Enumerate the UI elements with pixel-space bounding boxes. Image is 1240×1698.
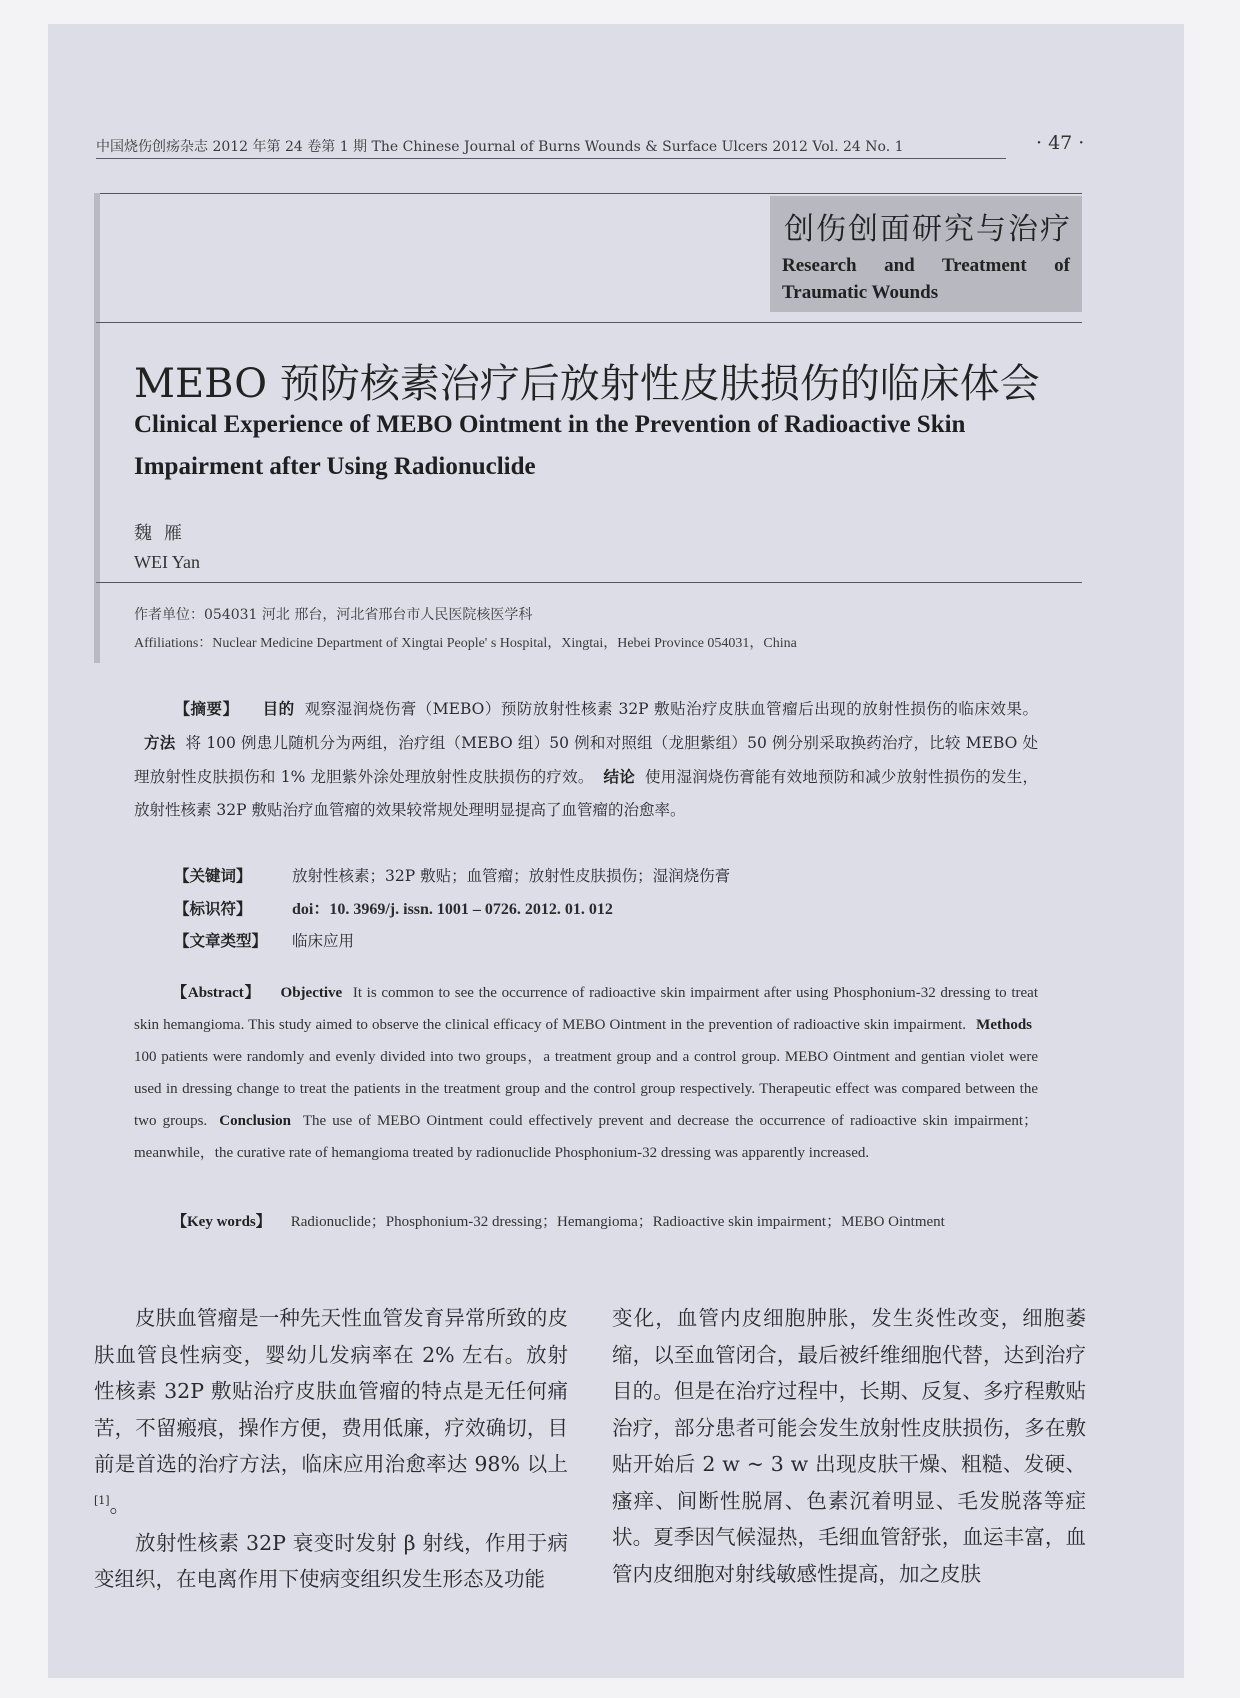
body-text: 。 xyxy=(109,1492,131,1517)
body-text: 皮肤血管瘤是一种先天性血管发育异常所致的皮肤血管良性病变，婴幼儿发病率在 2% 左右。放射性核素 32P 敷贴治疗皮肤血管瘤的特点是无任何痛苦，不留瘢痕，操作方便，费用低廉，疗效确切，目前是首选的治疗方法，临床应用治愈率达 98% 以上 xyxy=(94,1306,568,1476)
abstract-en-label: 【Abstract】 xyxy=(172,985,261,1001)
abstract-en-methods: 100 patients were randomly and evenly divided into two groups，a treatment group and a control group. MEBO Ointment and gentian violet were used in dressing change to treat the patients in the treatment group and the control group respectively. Therapeutic effect was compared between the two groups. xyxy=(134,1049,1038,1129)
body-column-right xyxy=(612,1300,1086,1592)
abstract-zh-objective: 观察湿润烧伤膏（MEBO）预防放射性核素 32P 敷贴治疗皮肤血管瘤后出现的放射性损伤的临床效果。 xyxy=(304,700,1038,718)
column-title-zh: 创伤创面研究与治疗 xyxy=(784,212,1072,247)
keywords-en xyxy=(134,1206,1038,1238)
doi-value: doi：10. 3969/j. issn. 1001 – 0726. 2012. 01. 012 xyxy=(292,901,613,918)
abstract-en-methods-label: Methods xyxy=(976,1017,1033,1033)
header-rule-top xyxy=(96,193,1082,194)
body-column-left xyxy=(94,1300,568,1598)
keywords-en-label: 【Key words】 xyxy=(172,1214,271,1230)
body-paragraph: 变化，血管内皮细胞肿胀，发生炎性改变，细胞萎缩，以至血管闭合，最后被纤维细胞代替，达到治疗目的。但是在治疗过程中，长期、反复、多疗程敷贴治疗，部分患者可能会发生放射性皮肤损伤，多在敷贴开始后 2 w ~ 3 w 出现皮肤干燥、粗糙、发硬、瘙痒、间断性脱屑、色素沉着明显、毛发脱落等症状。夏季因气候湿热，毛细血管舒张，血运丰富，血管内皮细胞对射线敏感性提高，加之皮肤 xyxy=(612,1306,1086,1586)
keywords-zh xyxy=(174,864,730,886)
body-paragraph: 放射性核素 32P 衰变时发射 β 射线，作用于病变组织，在电离作用下使病变组织发生形态及功能 xyxy=(94,1530,568,1592)
article-type xyxy=(174,929,354,951)
keywords-zh-value: 放射性核素；32P 敷贴；血管瘤；放射性皮肤损伤；湿润烧伤膏 xyxy=(292,867,731,885)
citation-ref: [1] xyxy=(94,1493,110,1507)
keywords-en-value: Radionuclide；Phosphonium-32 dressing；Hemangioma；Radioactive skin impairment；MEBO Ointment xyxy=(290,1214,945,1230)
abstract-en-conclusion-label: Conclusion xyxy=(219,1113,291,1129)
abstract-zh-conclusion-label: 结论 xyxy=(603,767,636,786)
header-rule-bottom xyxy=(96,322,1082,323)
abstract-zh-objective-label: 目的 xyxy=(262,699,295,718)
abstract-zh xyxy=(134,692,1038,827)
abstract-zh-methods: 将 100 例患儿随机分为两组，治疗组（MEBO 组）50 例和对照组（龙胆紫组）50 例分别采取换药治疗，比较 MEBO 处理放射性皮肤损伤和 1% 龙胆紫外涂处理放射性皮肤损伤的疗效。 xyxy=(134,734,1038,786)
column-title-en-line1: Research and Treatment of xyxy=(782,255,1070,276)
abstract-zh-conclusion: 使用湿润烧伤膏能有效地预防和减少放射性损伤的发生，放射性核素 32P 敷贴治疗血管瘤的效果较常规处理明显提高了血管瘤的治愈率。 xyxy=(134,768,1038,819)
affiliation-en: Affiliations：Nuclear Medicine Department of Xingtai People' s Hospital，Xingtai，Hebei Province 054031，China xyxy=(134,636,797,651)
abstract-en-objective: It is common to see the occurrence of radioactive skin impairment after using Phosphonium-32 dressing to treat skin hemangioma. This study aimed to observe the clinical efficacy of MEBO Ointment in the prevention of radioactive skin impairment. xyxy=(134,985,1038,1033)
article-type-label: 【文章类型】 xyxy=(174,931,268,950)
abstract-en-conclusion: The use of MEBO Ointment could effectively prevent and decrease the occurrence of radioactive skin impairment；meanwhile，the curative rate of hemangioma treated by radionuclide Phosphonium-32 dressing was apparently increased. xyxy=(134,1113,1039,1161)
abstract-en xyxy=(134,977,1038,1169)
identifier-label: 【标识符】 xyxy=(174,899,252,918)
author-divider xyxy=(96,582,1082,583)
page-number: · 47 · xyxy=(1036,132,1085,154)
author-name-en: WEI Yan xyxy=(134,552,200,572)
abstract-en-objective-label: Objective xyxy=(280,985,343,1001)
affiliation-zh: 作者单位：054031 河北 邢台，河北省邢台市人民医院核医学科 xyxy=(134,607,533,623)
article-title-zh: MEBO 预防核素治疗后放射性皮肤损伤的临床体会 xyxy=(134,361,1040,407)
running-head: 中国烧伤创疡杂志 2012 年第 24 卷第 1 期 The Chinese Journal of Burns Wounds & Surface Ulcers 2012 Vol. 24 No. 1 xyxy=(96,136,1006,159)
article-type-value: 临床应用 xyxy=(292,932,355,950)
abstract-zh-label: 【摘要】 xyxy=(174,699,239,718)
abstract-zh-methods-label: 方法 xyxy=(144,733,176,752)
article-title-en: Clinical Experience of MEBO Ointment in the Prevention of Radioactive Skin Impairment after Using Radionuclide xyxy=(134,411,966,480)
column-title-en-line2: Traumatic Wounds xyxy=(782,282,939,303)
left-accent-bar xyxy=(94,193,100,663)
body-paragraph xyxy=(94,1300,568,1523)
author-name-zh: 魏雁 xyxy=(134,523,194,544)
keywords-zh-label: 【关键词】 xyxy=(174,866,252,885)
identifier xyxy=(174,896,613,919)
